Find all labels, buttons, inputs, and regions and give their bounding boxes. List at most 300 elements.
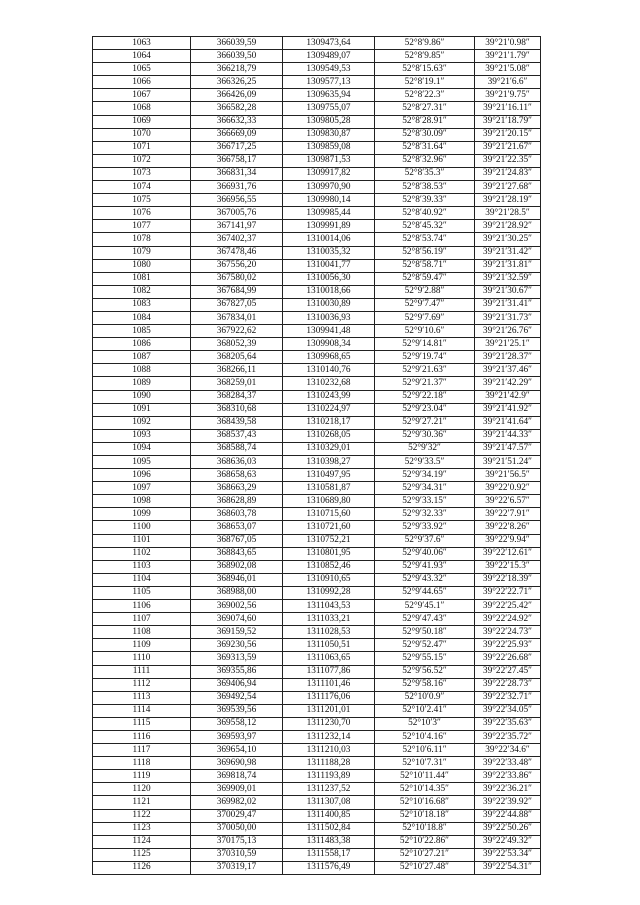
latitude-cell: 52°10′18.8″ bbox=[375, 822, 475, 835]
y-coordinate-cell: 1311307,08 bbox=[283, 796, 375, 809]
table-row bbox=[93, 416, 541, 429]
x-coordinate-cell: 368663,29 bbox=[191, 482, 283, 495]
y-coordinate-cell: 1311028,53 bbox=[283, 626, 375, 639]
longitude-cell: 39°21′41.92″ bbox=[475, 403, 541, 416]
y-coordinate-cell: 1311558,17 bbox=[283, 848, 375, 861]
x-coordinate-cell: 369492,54 bbox=[191, 691, 283, 704]
latitude-cell: 52°9′58.16″ bbox=[375, 678, 475, 691]
point-number-cell: 1077 bbox=[93, 220, 191, 233]
longitude-cell: 39°22′39.92″ bbox=[475, 796, 541, 809]
table-row bbox=[93, 37, 541, 50]
point-number-cell: 1075 bbox=[93, 194, 191, 207]
point-number-cell: 1064 bbox=[93, 50, 191, 63]
x-coordinate-cell: 367580,02 bbox=[191, 272, 283, 285]
point-number-cell: 1066 bbox=[93, 76, 191, 89]
y-coordinate-cell: 1311063,65 bbox=[283, 652, 375, 665]
x-coordinate-cell: 369558,12 bbox=[191, 717, 283, 730]
y-coordinate-cell: 1309970,90 bbox=[283, 181, 375, 194]
y-coordinate-cell: 1309980,14 bbox=[283, 194, 375, 207]
x-coordinate-cell: 370319,17 bbox=[191, 861, 283, 874]
table-row bbox=[93, 469, 541, 482]
table-row bbox=[93, 508, 541, 521]
point-number-cell: 1091 bbox=[93, 403, 191, 416]
table-row bbox=[93, 220, 541, 233]
x-coordinate-cell: 367141,97 bbox=[191, 220, 283, 233]
y-coordinate-cell: 1311043,53 bbox=[283, 600, 375, 613]
latitude-cell: 52°8′58.71″ bbox=[375, 259, 475, 272]
x-coordinate-cell: 368902,08 bbox=[191, 560, 283, 573]
latitude-cell: 52°9′41.93″ bbox=[375, 560, 475, 573]
point-number-cell: 1071 bbox=[93, 141, 191, 154]
point-number-cell: 1069 bbox=[93, 115, 191, 128]
latitude-cell: 52°9′33.92″ bbox=[375, 521, 475, 534]
x-coordinate-cell: 368988,00 bbox=[191, 586, 283, 599]
table-row bbox=[93, 298, 541, 311]
point-number-cell: 1123 bbox=[93, 822, 191, 835]
x-coordinate-cell: 368310,68 bbox=[191, 403, 283, 416]
y-coordinate-cell: 1309755,07 bbox=[283, 102, 375, 115]
point-number-cell: 1113 bbox=[93, 691, 191, 704]
y-coordinate-cell: 1310581,87 bbox=[283, 482, 375, 495]
table-row bbox=[93, 63, 541, 76]
x-coordinate-cell: 366632,33 bbox=[191, 115, 283, 128]
latitude-cell: 52°9′37.6″ bbox=[375, 534, 475, 547]
x-coordinate-cell: 368052,39 bbox=[191, 338, 283, 351]
table-row bbox=[93, 482, 541, 495]
point-number-cell: 1115 bbox=[93, 717, 191, 730]
point-number-cell: 1102 bbox=[93, 547, 191, 560]
point-number-cell: 1093 bbox=[93, 429, 191, 442]
table-row bbox=[93, 560, 541, 573]
longitude-cell: 39°22′7.91″ bbox=[475, 508, 541, 521]
longitude-cell: 39°22′33.48″ bbox=[475, 757, 541, 770]
table-row bbox=[93, 403, 541, 416]
x-coordinate-cell: 368284,37 bbox=[191, 390, 283, 403]
point-number-cell: 1122 bbox=[93, 809, 191, 822]
x-coordinate-cell: 366956,55 bbox=[191, 194, 283, 207]
y-coordinate-cell: 1310497,95 bbox=[283, 469, 375, 482]
x-coordinate-cell: 369909,01 bbox=[191, 783, 283, 796]
longitude-cell: 39°22′25.42″ bbox=[475, 600, 541, 613]
latitude-cell: 52°9′33.15″ bbox=[375, 495, 475, 508]
y-coordinate-cell: 1311176,06 bbox=[283, 691, 375, 704]
latitude-cell: 52°9′30.36″ bbox=[375, 429, 475, 442]
latitude-cell: 52°10′3″ bbox=[375, 717, 475, 730]
y-coordinate-cell: 1311101,46 bbox=[283, 678, 375, 691]
table-row bbox=[93, 796, 541, 809]
x-coordinate-cell: 366426,09 bbox=[191, 89, 283, 102]
longitude-cell: 39°22′53.34″ bbox=[475, 848, 541, 861]
y-coordinate-cell: 1311193,89 bbox=[283, 770, 375, 783]
point-number-cell: 1073 bbox=[93, 167, 191, 180]
y-coordinate-cell: 1310036,93 bbox=[283, 311, 375, 324]
longitude-cell: 39°22′36.21″ bbox=[475, 783, 541, 796]
x-coordinate-cell: 368603,78 bbox=[191, 508, 283, 521]
y-coordinate-cell: 1309635,94 bbox=[283, 89, 375, 102]
latitude-cell: 52°8′31.64″ bbox=[375, 141, 475, 154]
y-coordinate-cell: 1310014,06 bbox=[283, 233, 375, 246]
latitude-cell: 52°10′27.21″ bbox=[375, 848, 475, 861]
point-number-cell: 1068 bbox=[93, 102, 191, 115]
x-coordinate-cell: 369230,56 bbox=[191, 639, 283, 652]
y-coordinate-cell: 1309871,53 bbox=[283, 154, 375, 167]
x-coordinate-cell: 367922,62 bbox=[191, 325, 283, 338]
point-number-cell: 1118 bbox=[93, 757, 191, 770]
y-coordinate-cell: 1309908,34 bbox=[283, 338, 375, 351]
table-row bbox=[93, 246, 541, 259]
longitude-cell: 39°21′21.67″ bbox=[475, 141, 541, 154]
longitude-cell: 39°21′16.11″ bbox=[475, 102, 541, 115]
latitude-cell: 52°9′32″ bbox=[375, 442, 475, 455]
y-coordinate-cell: 1309577,13 bbox=[283, 76, 375, 89]
y-coordinate-cell: 1311502,84 bbox=[283, 822, 375, 835]
y-coordinate-cell: 1310852,46 bbox=[283, 560, 375, 573]
table-row bbox=[93, 115, 541, 128]
latitude-cell: 52°9′23.04″ bbox=[375, 403, 475, 416]
y-coordinate-cell: 1310243,99 bbox=[283, 390, 375, 403]
longitude-cell: 39°21′37.46″ bbox=[475, 364, 541, 377]
latitude-cell: 52°8′9.85″ bbox=[375, 50, 475, 63]
longitude-cell: 39°21′47.57″ bbox=[475, 442, 541, 455]
longitude-cell: 39°21′31.73″ bbox=[475, 311, 541, 324]
y-coordinate-cell: 1310398,27 bbox=[283, 456, 375, 469]
point-number-cell: 1097 bbox=[93, 482, 191, 495]
y-coordinate-cell: 1311210,03 bbox=[283, 744, 375, 757]
longitude-cell: 39°21′28.37″ bbox=[475, 351, 541, 364]
table-row bbox=[93, 744, 541, 757]
point-number-cell: 1124 bbox=[93, 835, 191, 848]
table-row bbox=[93, 848, 541, 861]
point-number-cell: 1084 bbox=[93, 311, 191, 324]
point-number-cell: 1099 bbox=[93, 508, 191, 521]
table-row bbox=[93, 259, 541, 272]
y-coordinate-cell: 1310041,77 bbox=[283, 259, 375, 272]
longitude-cell: 39°21′25.1″ bbox=[475, 338, 541, 351]
longitude-cell: 39°22′32.71″ bbox=[475, 691, 541, 704]
longitude-cell: 39°22′54.31″ bbox=[475, 861, 541, 874]
x-coordinate-cell: 368439,58 bbox=[191, 416, 283, 429]
longitude-cell: 39°21′32.59″ bbox=[475, 272, 541, 285]
latitude-cell: 52°9′21.37″ bbox=[375, 377, 475, 390]
latitude-cell: 52°9′52.47″ bbox=[375, 639, 475, 652]
x-coordinate-cell: 367005,76 bbox=[191, 207, 283, 220]
y-coordinate-cell: 1309941,48 bbox=[283, 325, 375, 338]
y-coordinate-cell: 1310218,17 bbox=[283, 416, 375, 429]
table-row bbox=[93, 377, 541, 390]
latitude-cell: 52°9′40.06″ bbox=[375, 547, 475, 560]
y-coordinate-cell: 1310224,97 bbox=[283, 403, 375, 416]
y-coordinate-cell: 1309991,89 bbox=[283, 220, 375, 233]
longitude-cell: 39°21′1.79″ bbox=[475, 50, 541, 63]
latitude-cell: 52°8′32.96″ bbox=[375, 154, 475, 167]
table-row bbox=[93, 783, 541, 796]
y-coordinate-cell: 1310268,05 bbox=[283, 429, 375, 442]
latitude-cell: 52°9′21.63″ bbox=[375, 364, 475, 377]
point-number-cell: 1098 bbox=[93, 495, 191, 508]
x-coordinate-cell: 367478,46 bbox=[191, 246, 283, 259]
table-row bbox=[93, 351, 541, 364]
point-number-cell: 1117 bbox=[93, 744, 191, 757]
table-row bbox=[93, 717, 541, 730]
x-coordinate-cell: 366326,25 bbox=[191, 76, 283, 89]
y-coordinate-cell: 1311201,01 bbox=[283, 704, 375, 717]
longitude-cell: 39°21′30.25″ bbox=[475, 233, 541, 246]
x-coordinate-cell: 367834,01 bbox=[191, 311, 283, 324]
x-coordinate-cell: 367827,05 bbox=[191, 298, 283, 311]
latitude-cell: 52°8′59.47″ bbox=[375, 272, 475, 285]
latitude-cell: 52°8′9.86″ bbox=[375, 37, 475, 50]
x-coordinate-cell: 367684,99 bbox=[191, 285, 283, 298]
latitude-cell: 52°9′7.69″ bbox=[375, 311, 475, 324]
longitude-cell: 39°21′30.67″ bbox=[475, 285, 541, 298]
y-coordinate-cell: 1311576,49 bbox=[283, 861, 375, 874]
x-coordinate-cell: 368658,63 bbox=[191, 469, 283, 482]
latitude-cell: 52°10′7.31″ bbox=[375, 757, 475, 770]
y-coordinate-cell: 1310018,66 bbox=[283, 285, 375, 298]
x-coordinate-cell: 369159,52 bbox=[191, 626, 283, 639]
y-coordinate-cell: 1311050,51 bbox=[283, 639, 375, 652]
table-row bbox=[93, 704, 541, 717]
table-row bbox=[93, 429, 541, 442]
longitude-cell: 39°22′24.73″ bbox=[475, 626, 541, 639]
latitude-cell: 52°8′30.09″ bbox=[375, 128, 475, 141]
y-coordinate-cell: 1309968,65 bbox=[283, 351, 375, 364]
table-row bbox=[93, 311, 541, 324]
table-row bbox=[93, 154, 541, 167]
latitude-cell: 52°10′22.86″ bbox=[375, 835, 475, 848]
longitude-cell: 39°22′34.05″ bbox=[475, 704, 541, 717]
latitude-cell: 52°8′22.3″ bbox=[375, 89, 475, 102]
table-row bbox=[93, 809, 541, 822]
longitude-cell: 39°21′28.92″ bbox=[475, 220, 541, 233]
longitude-cell: 39°22′25.93″ bbox=[475, 639, 541, 652]
x-coordinate-cell: 369654,10 bbox=[191, 744, 283, 757]
point-number-cell: 1110 bbox=[93, 652, 191, 665]
x-coordinate-cell: 368843,65 bbox=[191, 547, 283, 560]
latitude-cell: 52°8′38.53″ bbox=[375, 181, 475, 194]
latitude-cell: 52°9′32.33″ bbox=[375, 508, 475, 521]
longitude-cell: 39°22′18.39″ bbox=[475, 573, 541, 586]
x-coordinate-cell: 369818,74 bbox=[191, 770, 283, 783]
point-number-cell: 1083 bbox=[93, 298, 191, 311]
point-number-cell: 1111 bbox=[93, 665, 191, 678]
table-row bbox=[93, 167, 541, 180]
point-number-cell: 1072 bbox=[93, 154, 191, 167]
latitude-cell: 52°10′16.68″ bbox=[375, 796, 475, 809]
longitude-cell: 39°22′50.26″ bbox=[475, 822, 541, 835]
x-coordinate-cell: 366717,25 bbox=[191, 141, 283, 154]
longitude-cell: 39°21′28.5″ bbox=[475, 207, 541, 220]
y-coordinate-cell: 1310992,28 bbox=[283, 586, 375, 599]
table-row bbox=[93, 495, 541, 508]
point-number-cell: 1114 bbox=[93, 704, 191, 717]
y-coordinate-cell: 1309985,44 bbox=[283, 207, 375, 220]
x-coordinate-cell: 368588,74 bbox=[191, 442, 283, 455]
table-row bbox=[93, 233, 541, 246]
y-coordinate-cell: 1309489,07 bbox=[283, 50, 375, 63]
x-coordinate-cell: 368628,89 bbox=[191, 495, 283, 508]
x-coordinate-cell: 369406,94 bbox=[191, 678, 283, 691]
latitude-cell: 52°9′43.32″ bbox=[375, 573, 475, 586]
latitude-cell: 52°8′35.3″ bbox=[375, 167, 475, 180]
table-row bbox=[93, 770, 541, 783]
longitude-cell: 39°22′44.88″ bbox=[475, 809, 541, 822]
longitude-cell: 39°21′42.29″ bbox=[475, 377, 541, 390]
point-number-cell: 1092 bbox=[93, 416, 191, 429]
longitude-cell: 39°21′31.41″ bbox=[475, 298, 541, 311]
longitude-cell: 39°21′41.64″ bbox=[475, 416, 541, 429]
longitude-cell: 39°21′51.24″ bbox=[475, 456, 541, 469]
longitude-cell: 39°21′31.81″ bbox=[475, 259, 541, 272]
x-coordinate-cell: 369539,56 bbox=[191, 704, 283, 717]
longitude-cell: 39°21′42.9″ bbox=[475, 390, 541, 403]
x-coordinate-cell: 368205,64 bbox=[191, 351, 283, 364]
point-number-cell: 1105 bbox=[93, 586, 191, 599]
longitude-cell: 39°22′6.57″ bbox=[475, 495, 541, 508]
point-number-cell: 1109 bbox=[93, 639, 191, 652]
latitude-cell: 52°9′44.65″ bbox=[375, 586, 475, 599]
point-number-cell: 1121 bbox=[93, 796, 191, 809]
longitude-cell: 39°21′6.6″ bbox=[475, 76, 541, 89]
point-number-cell: 1094 bbox=[93, 442, 191, 455]
latitude-cell: 52°9′22.18″ bbox=[375, 390, 475, 403]
point-number-cell: 1095 bbox=[93, 456, 191, 469]
point-number-cell: 1085 bbox=[93, 325, 191, 338]
longitude-cell: 39°21′0.98″ bbox=[475, 37, 541, 50]
latitude-cell: 52°8′45.32″ bbox=[375, 220, 475, 233]
x-coordinate-cell: 369355,86 bbox=[191, 665, 283, 678]
longitude-cell: 39°22′0.92″ bbox=[475, 482, 541, 495]
table-row bbox=[93, 652, 541, 665]
point-number-cell: 1112 bbox=[93, 678, 191, 691]
latitude-cell: 52°9′19.74″ bbox=[375, 351, 475, 364]
x-coordinate-cell: 366039,59 bbox=[191, 37, 283, 50]
table-row bbox=[93, 861, 541, 874]
y-coordinate-cell: 1309917,82 bbox=[283, 167, 375, 180]
table-row bbox=[93, 272, 541, 285]
y-coordinate-cell: 1310910,65 bbox=[283, 573, 375, 586]
latitude-cell: 52°9′14.81″ bbox=[375, 338, 475, 351]
point-number-cell: 1081 bbox=[93, 272, 191, 285]
x-coordinate-cell: 369002,56 bbox=[191, 600, 283, 613]
y-coordinate-cell: 1309859,08 bbox=[283, 141, 375, 154]
latitude-cell: 52°8′39.33″ bbox=[375, 194, 475, 207]
longitude-cell: 39°22′12.61″ bbox=[475, 547, 541, 560]
y-coordinate-cell: 1311033,21 bbox=[283, 613, 375, 626]
longitude-cell: 39°22′33.86″ bbox=[475, 770, 541, 783]
point-number-cell: 1104 bbox=[93, 573, 191, 586]
x-coordinate-cell: 368259,01 bbox=[191, 377, 283, 390]
latitude-cell: 52°9′2.88″ bbox=[375, 285, 475, 298]
x-coordinate-cell: 368266,11 bbox=[191, 364, 283, 377]
table-row bbox=[93, 89, 541, 102]
point-number-cell: 1080 bbox=[93, 259, 191, 272]
table-row bbox=[93, 207, 541, 220]
y-coordinate-cell: 1311232,14 bbox=[283, 730, 375, 743]
point-number-cell: 1076 bbox=[93, 207, 191, 220]
table-row bbox=[93, 626, 541, 639]
latitude-cell: 52°8′28.91″ bbox=[375, 115, 475, 128]
y-coordinate-cell: 1309830,87 bbox=[283, 128, 375, 141]
x-coordinate-cell: 369690,98 bbox=[191, 757, 283, 770]
point-number-cell: 1063 bbox=[93, 37, 191, 50]
point-number-cell: 1079 bbox=[93, 246, 191, 259]
table-row bbox=[93, 639, 541, 652]
point-number-cell: 1096 bbox=[93, 469, 191, 482]
y-coordinate-cell: 1309549,53 bbox=[283, 63, 375, 76]
x-coordinate-cell: 369313,59 bbox=[191, 652, 283, 665]
latitude-cell: 52°10′4.16″ bbox=[375, 730, 475, 743]
longitude-cell: 39°22′9.94″ bbox=[475, 534, 541, 547]
latitude-cell: 52°9′50.18″ bbox=[375, 626, 475, 639]
table-row bbox=[93, 364, 541, 377]
latitude-cell: 52°9′27.21″ bbox=[375, 416, 475, 429]
coordinates-table-body bbox=[93, 37, 541, 875]
longitude-cell: 39°21′31.42″ bbox=[475, 246, 541, 259]
table-row bbox=[93, 547, 541, 560]
y-coordinate-cell: 1311230,70 bbox=[283, 717, 375, 730]
table-row bbox=[93, 757, 541, 770]
y-coordinate-cell: 1310715,60 bbox=[283, 508, 375, 521]
point-number-cell: 1078 bbox=[93, 233, 191, 246]
x-coordinate-cell: 369982,02 bbox=[191, 796, 283, 809]
latitude-cell: 52°9′34.31″ bbox=[375, 482, 475, 495]
table-row bbox=[93, 665, 541, 678]
longitude-cell: 39°21′9.75″ bbox=[475, 89, 541, 102]
table-row bbox=[93, 586, 541, 599]
latitude-cell: 52°10′6.11″ bbox=[375, 744, 475, 757]
latitude-cell: 52°9′10.6″ bbox=[375, 325, 475, 338]
point-number-cell: 1088 bbox=[93, 364, 191, 377]
point-number-cell: 1100 bbox=[93, 521, 191, 534]
latitude-cell: 52°10′11.44″ bbox=[375, 770, 475, 783]
y-coordinate-cell: 1310030,89 bbox=[283, 298, 375, 311]
x-coordinate-cell: 368767,05 bbox=[191, 534, 283, 547]
longitude-cell: 39°22′35.63″ bbox=[475, 717, 541, 730]
x-coordinate-cell: 368636,03 bbox=[191, 456, 283, 469]
latitude-cell: 52°9′55.15″ bbox=[375, 652, 475, 665]
y-coordinate-cell: 1311400,85 bbox=[283, 809, 375, 822]
table-row bbox=[93, 835, 541, 848]
point-number-cell: 1120 bbox=[93, 783, 191, 796]
table-row bbox=[93, 181, 541, 194]
table-row bbox=[93, 325, 541, 338]
longitude-cell: 39°22′15.3″ bbox=[475, 560, 541, 573]
y-coordinate-cell: 1310689,80 bbox=[283, 495, 375, 508]
longitude-cell: 39°22′35.72″ bbox=[475, 730, 541, 743]
table-row bbox=[93, 390, 541, 403]
table-row bbox=[93, 141, 541, 154]
y-coordinate-cell: 1310140,76 bbox=[283, 364, 375, 377]
x-coordinate-cell: 369074,60 bbox=[191, 613, 283, 626]
y-coordinate-cell: 1310721,60 bbox=[283, 521, 375, 534]
point-number-cell: 1116 bbox=[93, 730, 191, 743]
longitude-cell: 39°21′24.83″ bbox=[475, 167, 541, 180]
y-coordinate-cell: 1310232,68 bbox=[283, 377, 375, 390]
latitude-cell: 52°8′56.19″ bbox=[375, 246, 475, 259]
table-row bbox=[93, 678, 541, 691]
y-coordinate-cell: 1310035,32 bbox=[283, 246, 375, 259]
y-coordinate-cell: 1311483,38 bbox=[283, 835, 375, 848]
longitude-cell: 39°21′18.79″ bbox=[475, 115, 541, 128]
point-number-cell: 1082 bbox=[93, 285, 191, 298]
table-row bbox=[93, 442, 541, 455]
table-row bbox=[93, 456, 541, 469]
y-coordinate-cell: 1310329,01 bbox=[283, 442, 375, 455]
point-number-cell: 1101 bbox=[93, 534, 191, 547]
y-coordinate-cell: 1309473,64 bbox=[283, 37, 375, 50]
x-coordinate-cell: 366582,28 bbox=[191, 102, 283, 115]
